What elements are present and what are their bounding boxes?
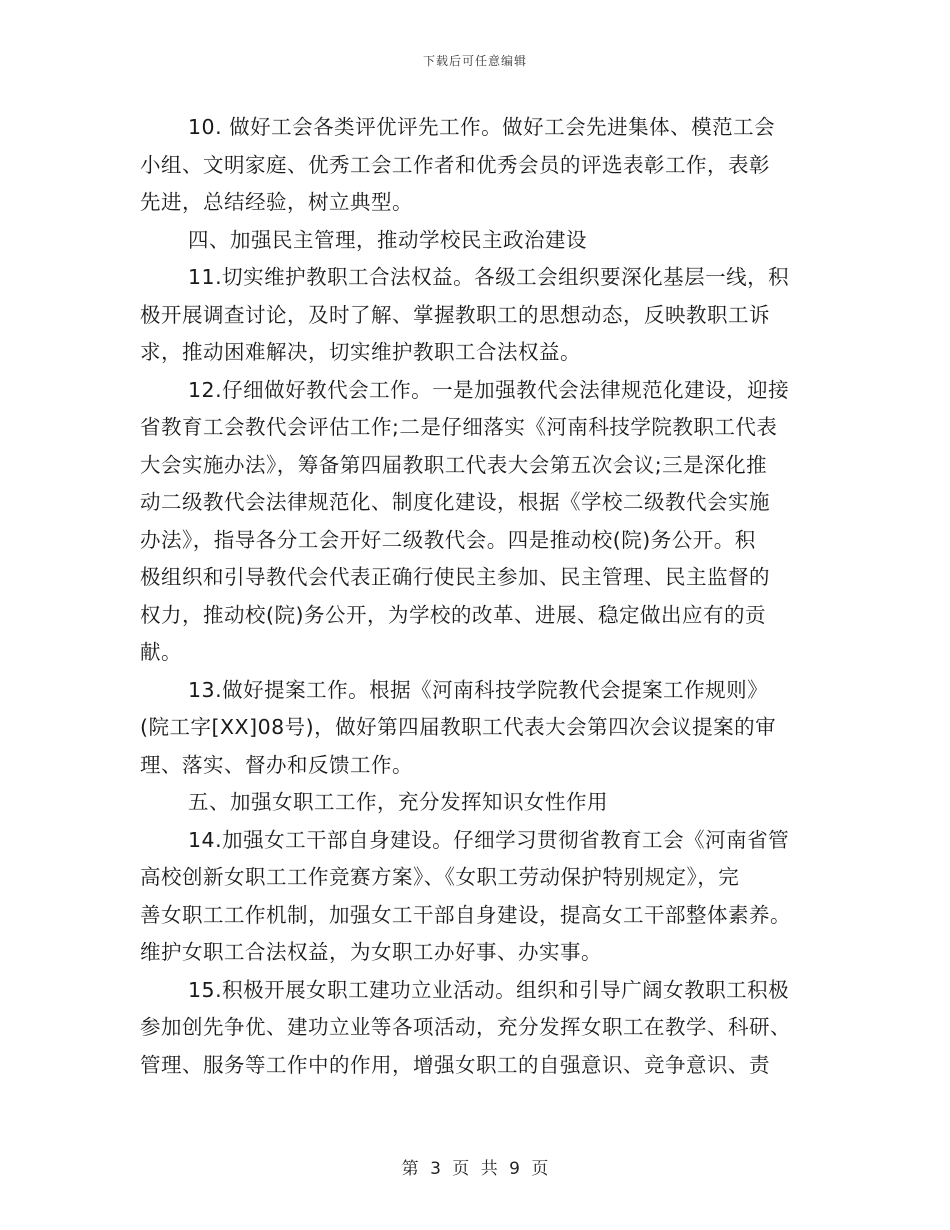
text-line: 11.切实维护教职工合法权益。各级工会组织要深化基层一线，积 [188,265,790,289]
text-line: 13.做好提案工作。根据《河南科技学院教代会提案工作规则》 [188,677,769,702]
text-line: 参加创先争优、建功立业等各项活动，充分发挥女职工在教学、科研、 [140,1015,791,1039]
text-line: (院工字[XX]08号)，做好第四届教职工代表大会第四次会议提案的审 [140,715,777,739]
text-line: 理、落实、督办和反馈工作。 [140,752,413,777]
text-line: 五、加强女职工工作，充分发挥知识女性作用 [188,790,608,814]
text-line: 献。 [140,640,182,664]
text-line: 极开展调查讨论，及时了解、掌握教职工的思想动态，反映教职工诉 [140,302,770,327]
text-line: 求，推动困难解决，切实维护教职工合法权益。 [140,340,581,364]
text-line: 维护女职工合法权益，为女职工办好事、办实事。 [140,940,602,964]
text-line: 四、加强民主管理，推动学校民主政治建设 [188,227,587,252]
text-line: 14.加强女工干部自身建设。仔细学习贯彻省教育工会《河南省管 [188,827,790,852]
text-line: 大会实施办法》，筹备第四届教职工代表大会第五次会议;三是深化推 [140,452,768,477]
page-number-footer: 第 3 页 共 9 页 [401,1159,549,1179]
text-line: 权力，推动校(院)务公开，为学校的改革、进展、稳定做出应有的贡 [140,602,766,627]
text-line: 善女职工工作机制，加强女工干部自身建设，提高女工干部整体素养。 [140,902,791,927]
text-line: 省教育工会教代会评估工作;二是仔细落实《河南科技学院教职工代表 [140,415,778,439]
text-line: 12.仔细做好教代会工作。一是加强教代会法律规范化建设，迎接 [188,377,790,402]
header-note: 下载后可任意编辑 [422,54,527,68]
text-line: 15.积极开展女职工建功立业活动。组织和引导广阔女教职工积极 [188,977,790,1002]
text-line: 办法》，指导各分工会开好二级教代会。四是推动校(院)务公开。积 [140,527,756,552]
text-line: 先进，总结经验，树立典型。 [140,190,413,214]
text-line: 动二级教代会法律规范化、制度化建设，根据《学校二级教代会实施 [140,490,770,514]
text-line: 极组织和引导教代会代表正确行使民主参加、民主管理、民主监督的 [140,565,770,589]
text-line: 小组、文明家庭、优秀工会工作者和优秀会员的评选表彰工作，表彰 [140,152,770,177]
text-line: 高校创新女职工工作竞赛方案》、《女职工劳动保护特别规定》，完 [140,865,740,889]
text-line: 10. 做好工会各类评优评先工作。做好工会先进集体、模范工会 [188,115,776,139]
text-line: 管理、服务等工作中的作用，增强女职工的自强意识、竞争意识、责 [140,1052,770,1077]
document-body [140,109,812,1084]
